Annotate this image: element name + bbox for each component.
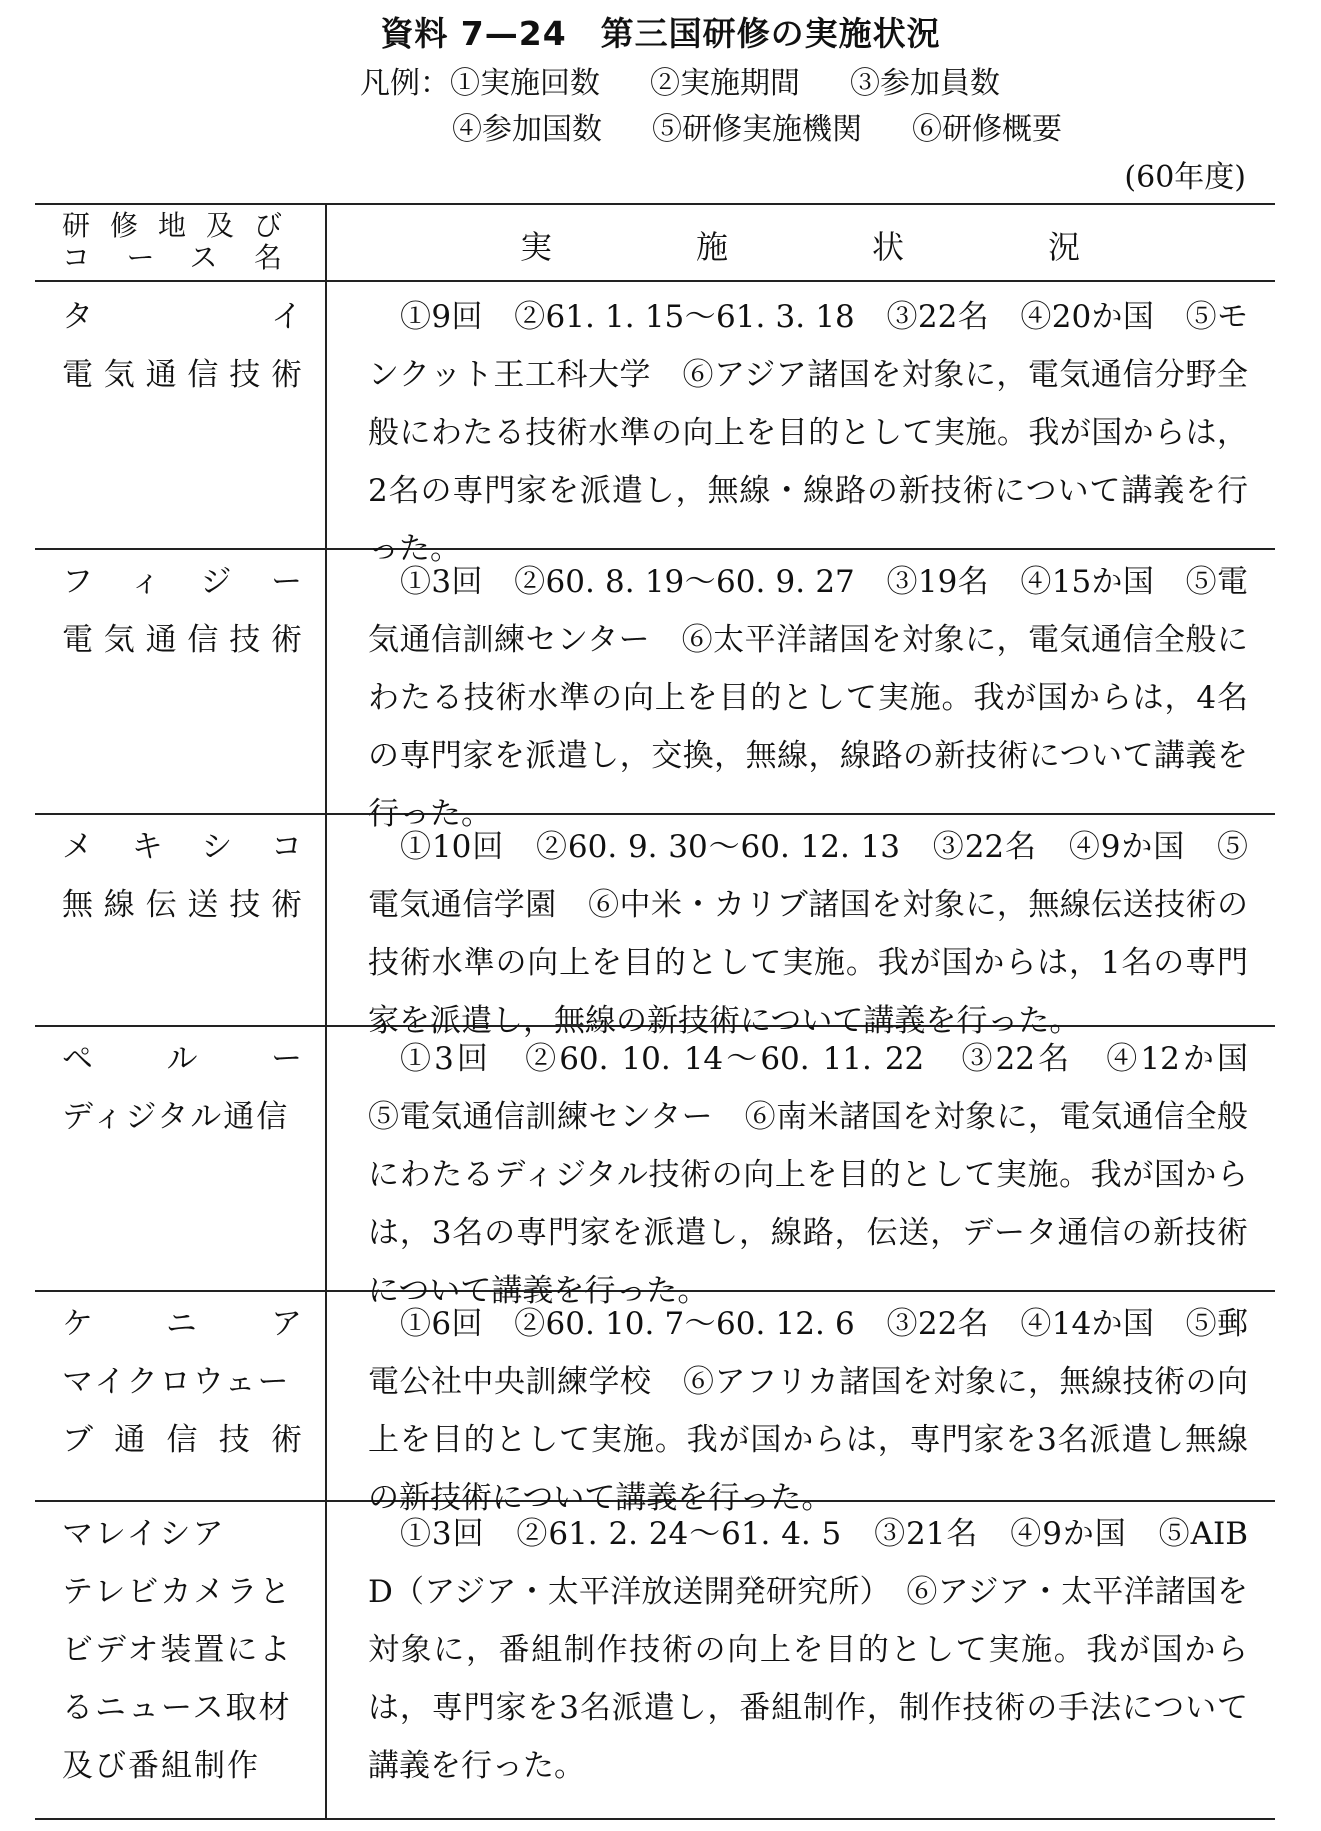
course-name: 電気通信技術 <box>62 622 302 658</box>
header-status-char: 施 <box>695 228 728 266</box>
legend-item: ④参加国数 <box>452 112 602 147</box>
legend-line-2 <box>452 104 1062 148</box>
fiscal-year: (60年度) <box>1124 160 1246 195</box>
table-top-rule <box>35 203 1275 205</box>
status-detail: ①3回 ②60. 10. 14～60. 11. 22 ③22名 ④12か国 ⑤電気通信訓練センター ⑥南米諸国を対象に，電気通信全般にわたるディジタル技術の向上を目的として実施。我が国からは，3名の専門家を派遣し，線路，伝送，データ通信の新技術について講義を行った。 <box>368 1041 1279 1309</box>
course-cell <box>62 1505 302 1795</box>
column-divider <box>325 205 327 1818</box>
status-detail: ①10回 ②60. 9. 30～60. 12. 13 ③22名 ④9か国 ⑤電気通信学園 ⑥中米・カリブ諸国を対象に，無線伝送技術の技術水準の向上を目的として実施。我が国からは，1名の専門家を派遣し，無線の新技術について講義を行った。 <box>368 829 1248 1039</box>
country-name: ケニア <box>62 1306 302 1342</box>
course-cell <box>62 553 302 669</box>
course-cell <box>62 1295 302 1469</box>
status-detail: ①9回 ②61. 1. 15～61. 3. 18 ③22名 ④20か国 ⑤モンクット王工科大学 ⑥アジア諸国を対象に，電気通信分野全般にわたる技術水準の向上を目的として実施。我が国からは，2名の専門家を派遣し，無線・線路の新技術について講義を行った。 <box>368 299 1248 567</box>
country-name: メキシコ <box>62 829 302 865</box>
header-rule <box>35 280 1275 282</box>
status-detail: ①3回 ②61. 2. 24～61. 4. 5 ③21名 ④9か国 ⑤AIBD（アジア・太平洋放送開発研究所） ⑥アジア・太平洋諸国を対象に，番組制作技術の向上を目的として実施。我が国からは，専門家を3名派遣し，番組制作，制作技術の手法について講義を行った。 <box>368 1516 1248 1784</box>
document-title: 資料 7—24 第三国研修の実施状況 <box>380 14 941 53</box>
header-course-name <box>62 210 282 274</box>
status-detail: ①3回 ②60. 8. 19～60. 9. 27 ③19名 ④15か国 ⑤電気通信訓練センター ⑥太平洋諸国を対象に，電気通信全般にわたる技術水準の向上を目的として実施。我が国からは，4名の専門家を派遣し，交換，無線，線路の新技術について講義を行った。 <box>368 564 1248 832</box>
table-bottom-rule <box>35 1818 1275 1820</box>
legend-item: ⑥研修概要 <box>912 112 1062 147</box>
course-name: テレビカメラと <box>62 1574 293 1610</box>
course-name: 及び番組制作 <box>62 1748 260 1784</box>
country-name: マレイシア <box>62 1516 226 1552</box>
country-name: フィジー <box>62 564 302 600</box>
course-name: 無線伝送技術 <box>62 887 302 923</box>
legend-item: ②実施期間 <box>650 66 800 101</box>
legend-line-1 <box>360 58 1000 102</box>
header-course-line: コース名 <box>62 241 282 274</box>
legend-label: 凡例： <box>360 66 450 101</box>
course-name: ディジタル通信 <box>62 1099 290 1135</box>
legend-item: ⑤研修実施機関 <box>652 112 862 147</box>
country-name: ペルー <box>62 1041 302 1077</box>
header-course-line: 研修地及び <box>62 209 282 242</box>
course-cell <box>62 818 302 934</box>
course-name: マイクロウェー <box>62 1364 291 1400</box>
country-name: タイ <box>62 299 302 335</box>
header-status <box>520 222 1080 268</box>
legend-item: ③参加員数 <box>850 66 1000 101</box>
header-status-char: 状 <box>871 228 904 266</box>
course-name: るニュース取材 <box>62 1690 292 1726</box>
status-detail: ①6回 ②60. 10. 7～60. 12. 6 ③22名 ④14か国 ⑤郵電公社中央訓練学校 ⑥アフリカ諸国を対象に，無線技術の向上を目的として実施。我が国からは，専門家を3名派遣し無線の新技術について講義を行った。 <box>368 1306 1248 1516</box>
legend-item: ①実施回数 <box>450 66 600 101</box>
course-name: 電気通信技術 <box>62 357 302 393</box>
course-cell <box>62 288 302 404</box>
course-name: ビデオ装置によ <box>62 1632 293 1668</box>
header-status-char: 況 <box>1047 228 1080 266</box>
header-status-char: 実 <box>520 228 553 266</box>
course-name: ブ通信技術 <box>62 1422 302 1458</box>
course-cell <box>62 1030 302 1146</box>
